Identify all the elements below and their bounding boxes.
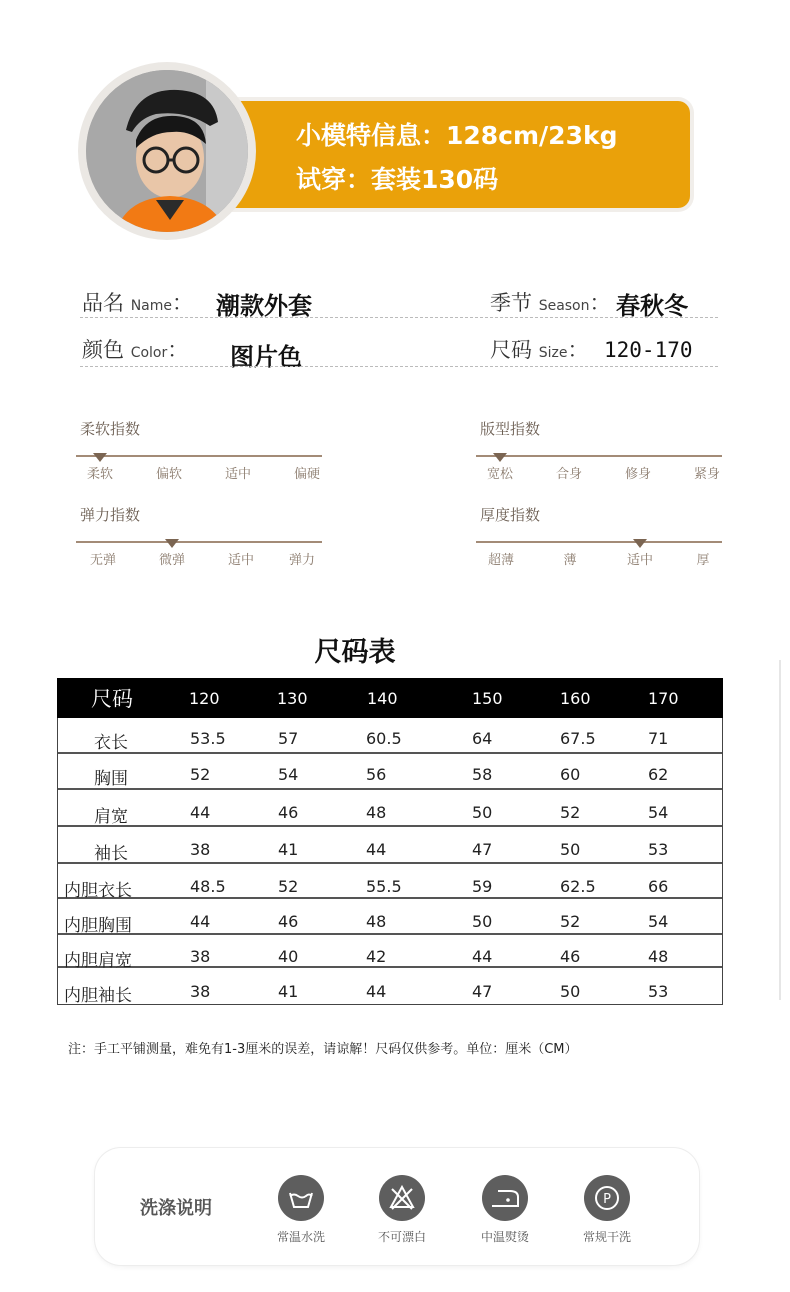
table-cell: 44 [190, 803, 211, 822]
color-label: 颜色 Color： [82, 338, 189, 362]
index-tick-label: 适中 [224, 467, 252, 482]
no-bleach-icon [379, 1175, 425, 1221]
table-cell: 52 [560, 803, 581, 822]
index-title: 弹力指数 [80, 506, 141, 524]
index-marker-icon [93, 453, 107, 462]
model-photo [86, 70, 248, 232]
table-cell: 40 [278, 947, 299, 966]
table-cell: 44 [190, 912, 211, 931]
model-info-text: 小模特信息：128cm/23kg [296, 121, 618, 150]
table-cell: 50 [472, 912, 493, 931]
table-cell: 48 [366, 912, 387, 931]
table-cell: 64 [472, 729, 493, 748]
table-cell: 50 [560, 840, 581, 859]
table-row-label: 衣长 [94, 733, 128, 753]
index-title: 版型指数 [480, 420, 541, 438]
size-label: 尺码 Size： [490, 338, 589, 362]
table-cell: 52 [560, 912, 581, 931]
table-cell: 60.5 [366, 729, 402, 748]
index-tick-label: 偏软 [155, 467, 183, 482]
table-cell: 47 [472, 840, 493, 859]
iron-icon [482, 1175, 528, 1221]
table-cell: 42 [366, 947, 387, 966]
index-scale-line [476, 541, 722, 543]
table-cell: 62.5 [560, 877, 596, 896]
wash-item-label: 不可漂白 [377, 1230, 427, 1244]
svg-text:P: P [603, 1192, 611, 1207]
table-cell: 46 [278, 803, 299, 822]
table-cell: 48.5 [190, 877, 226, 896]
index-marker-icon [493, 453, 507, 462]
index-tick-label: 适中 [626, 553, 654, 568]
table-cell: 54 [278, 765, 299, 784]
index-scale-line [76, 455, 322, 457]
color-value: 图片色 [230, 343, 302, 371]
table-row-label: 内胆肩宽 [64, 951, 132, 971]
size-range-value: 120-170 [604, 338, 693, 362]
info-divider [80, 317, 718, 318]
table-cell: 47 [472, 982, 493, 1001]
table-cell: 38 [190, 947, 211, 966]
size-header-label: 尺码 [91, 687, 133, 711]
table-cell: 71 [648, 729, 669, 748]
table-cell: 41 [278, 982, 299, 1001]
size-chart-title: 尺码表 [314, 637, 396, 668]
info-divider [80, 366, 718, 367]
table-cell: 66 [648, 877, 669, 896]
table-cell: 55.5 [366, 877, 402, 896]
index-tick-label: 弹力 [288, 553, 316, 568]
table-row-label: 肩宽 [94, 807, 128, 827]
index-scale-line [476, 455, 722, 457]
table-cell: 50 [472, 803, 493, 822]
index-tick-label: 薄 [563, 553, 577, 568]
table-cell: 46 [560, 947, 581, 966]
table-cell: 59 [472, 877, 493, 896]
table-cell: 46 [278, 912, 299, 931]
try-on-text: 试穿：套装130码 [296, 165, 499, 194]
side-divider [779, 660, 781, 1000]
index-tick-label: 厚 [696, 553, 710, 568]
season-label: 季节 Season： [490, 291, 611, 315]
table-cell: 54 [648, 803, 669, 822]
size-header-cell: 120 [189, 689, 220, 708]
table-cell: 48 [648, 947, 669, 966]
table-row-label: 内胆袖长 [64, 986, 132, 1006]
size-header-cell: 170 [648, 689, 679, 708]
table-row-label: 内胆胸围 [64, 916, 132, 936]
season-value: 春秋冬 [616, 292, 688, 320]
index-title: 厚度指数 [480, 506, 541, 524]
table-cell: 48 [366, 803, 387, 822]
wash-item-label: 常规干洗 [582, 1230, 632, 1244]
dry-clean-icon [584, 1175, 630, 1221]
index-tick-label: 微弹 [158, 553, 186, 568]
wash-item-label: 中温熨烫 [480, 1230, 530, 1244]
index-tick-label: 偏硬 [293, 467, 321, 482]
table-cell: 53 [648, 982, 669, 1001]
table-cell: 53 [648, 840, 669, 859]
wash-instructions-title: 洗涤说明 [140, 1198, 212, 1219]
table-cell: 58 [472, 765, 493, 784]
index-tick-label: 宽松 [486, 467, 514, 482]
index-marker-icon [633, 539, 647, 548]
table-cell: 60 [560, 765, 581, 784]
table-cell: 53.5 [190, 729, 226, 748]
table-row-label: 袖长 [94, 844, 128, 864]
table-cell: 44 [366, 982, 387, 1001]
index-tick-label: 紧身 [693, 467, 721, 482]
table-row-label: 内胆衣长 [64, 881, 132, 901]
wash-item-label: 常温水洗 [276, 1230, 326, 1244]
index-scale-line [76, 541, 322, 543]
table-cell: 44 [472, 947, 493, 966]
index-marker-icon [165, 539, 179, 548]
table-cell: 52 [278, 877, 299, 896]
table-cell: 56 [366, 765, 387, 784]
product-name-value: 潮款外套 [216, 292, 312, 320]
size-header-cell: 140 [367, 689, 398, 708]
product-name-label: 品名 Name： [82, 291, 193, 315]
size-header-cell: 150 [472, 689, 503, 708]
table-cell: 38 [190, 982, 211, 1001]
index-tick-label: 柔软 [86, 467, 114, 482]
index-tick-label: 无弹 [89, 553, 117, 568]
table-cell: 52 [190, 765, 211, 784]
index-tick-label: 超薄 [487, 553, 515, 568]
size-header-cell: 130 [277, 689, 308, 708]
table-cell: 50 [560, 982, 581, 1001]
wash-tub-icon [278, 1175, 324, 1221]
index-tick-label: 适中 [227, 553, 255, 568]
index-title: 柔软指数 [80, 420, 141, 438]
measurement-note: 注：手工平铺测量，难免有1-3厘米的误差，请谅解！尺码仅供参考。单位：厘米（CM） [68, 1042, 578, 1057]
table-cell: 44 [366, 840, 387, 859]
table-cell: 67.5 [560, 729, 596, 748]
table-cell: 57 [278, 729, 299, 748]
table-cell: 41 [278, 840, 299, 859]
table-cell: 38 [190, 840, 211, 859]
size-header-cell: 160 [560, 689, 591, 708]
table-row-label: 胸围 [94, 769, 128, 789]
index-tick-label: 合身 [555, 467, 583, 482]
model-avatar [86, 70, 248, 232]
index-tick-label: 修身 [624, 467, 652, 482]
table-cell: 62 [648, 765, 669, 784]
size-chart-body [57, 718, 723, 1005]
table-cell: 54 [648, 912, 669, 931]
